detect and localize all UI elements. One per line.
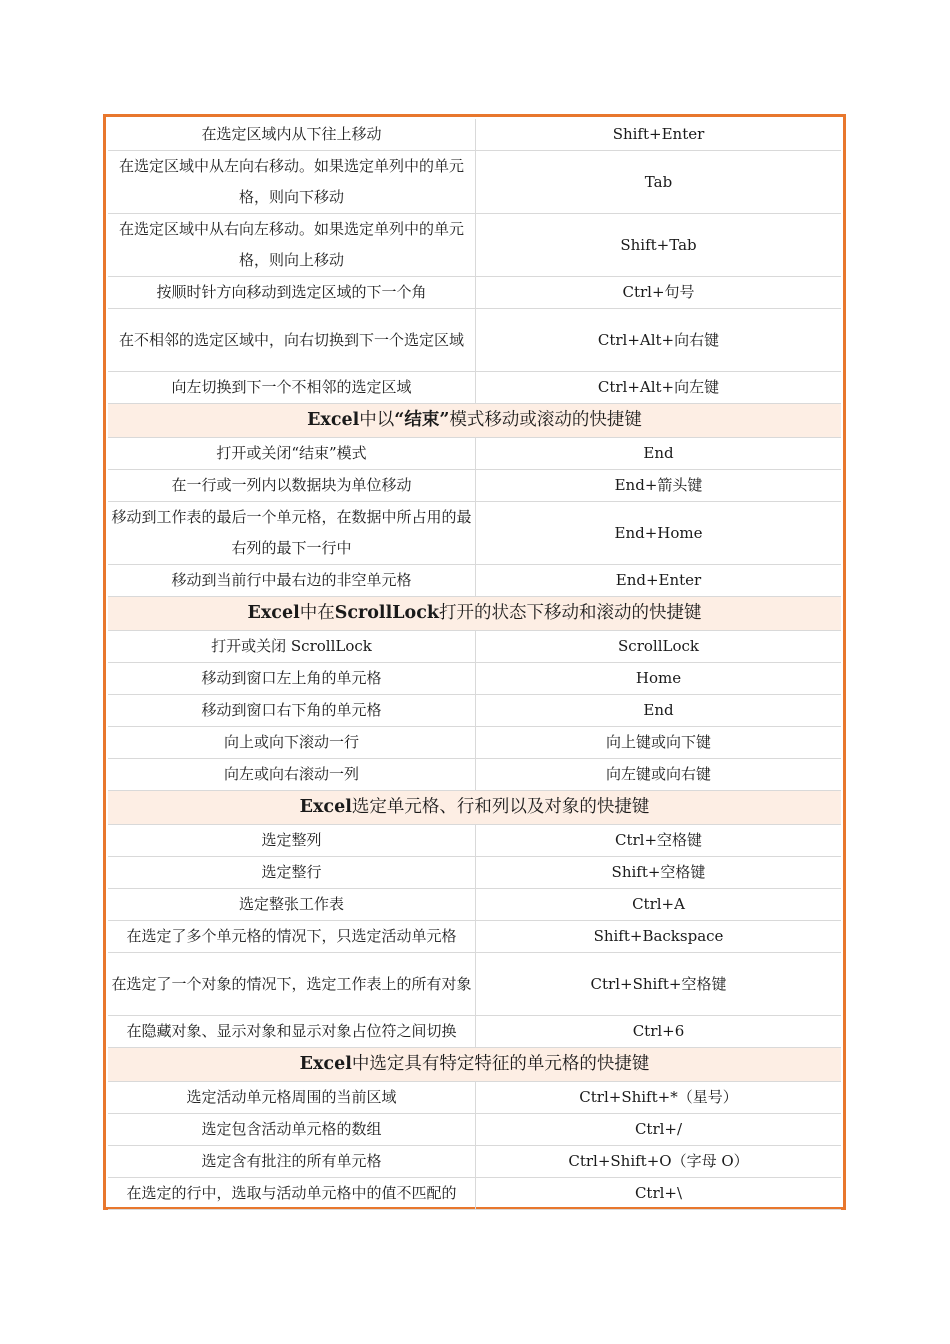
table-row: [108, 631, 841, 663]
section-header-row: [108, 1048, 841, 1082]
shortcut-cell: Ctrl+Shift+O（字母 O）: [568, 1152, 749, 1170]
table-row: [108, 438, 841, 470]
action-cell: 在不相邻的选定区域中，向右切换到下一个选定区域: [108, 309, 476, 371]
shortcut-cell: Ctrl+6: [632, 1022, 685, 1040]
action-cell: 向上或向下滚动一行: [108, 727, 476, 758]
shortcut-cell: 向左键或向右键: [605, 765, 711, 783]
action-cell: 在选定的行中，选取与活动单元格中的值不匹配的: [108, 1178, 476, 1209]
shortcut-cell: Tab: [644, 172, 673, 191]
table-row: [108, 1082, 841, 1114]
section-header: [108, 404, 841, 437]
section-header-part: 模式移动或滚动的快捷键: [449, 410, 642, 430]
table-row: [108, 277, 841, 309]
table-row: [108, 372, 841, 404]
shortcut-cell: End+Home: [614, 523, 703, 542]
section-header-part: 打开的状态下移动和滚动的快捷键: [438, 603, 702, 623]
shortcut-table-rows: [108, 119, 841, 1210]
table-row: [108, 663, 841, 695]
shortcut-cell: Ctrl+空格键: [614, 831, 703, 849]
table-row: [108, 759, 841, 791]
shortcut-cell: Ctrl+Shift+空格键: [590, 974, 727, 993]
table-row: [108, 889, 841, 921]
shortcut-cell: Ctrl+Shift+*（星号）: [579, 1088, 738, 1106]
action-cell: 按顺时针方向移动到选定区域的下一个角: [108, 277, 476, 308]
action-cell: 移动到窗口右下角的单元格: [108, 695, 476, 726]
section-header-part: “结束”: [394, 410, 450, 430]
table-row: [108, 1146, 841, 1178]
action-cell: 打开或关闭“结束”模式: [108, 438, 476, 469]
table-row: [108, 921, 841, 953]
shortcut-cell: Shift+Backspace: [593, 927, 724, 945]
table-row: [108, 825, 841, 857]
table-row: [108, 1114, 841, 1146]
action-cell: 向左或向右滚动一列: [108, 759, 476, 790]
shortcut-cell: Ctrl+句号: [622, 283, 695, 301]
section-header: [108, 597, 841, 630]
shortcut-cell: 向上键或向下键: [605, 733, 711, 751]
section-header-row: [108, 597, 841, 631]
action-cell: 移动到当前行中最右边的非空单元格: [108, 565, 476, 596]
action-cell: 选定含有批注的所有单元格: [108, 1146, 476, 1177]
shortcut-cell: End: [643, 701, 674, 719]
table-row: [108, 502, 841, 565]
action-cell: 在隐藏对象、显示对象和显示对象占位符之间切换: [108, 1016, 476, 1047]
shortcut-cell: End+Enter: [615, 571, 702, 589]
section-header: [108, 791, 841, 824]
section-header-part: Excel: [307, 410, 360, 430]
table-row: [108, 214, 841, 277]
action-cell: 打开或关闭 ScrollLock: [108, 631, 476, 662]
section-header-part: 中选定具有特定特征的单元格的快捷键: [351, 1054, 650, 1074]
table-row: [108, 727, 841, 759]
section-header-part: Excel: [247, 603, 300, 623]
table-row: [108, 695, 841, 727]
shortcut-cell: Ctrl+Alt+向左键: [597, 378, 720, 396]
table-row: [108, 309, 841, 372]
table-row: [108, 151, 841, 214]
table-row: [108, 1178, 841, 1210]
table-row: [108, 857, 841, 889]
action-cell: 移动到工作表的最后一个单元格，在数据中所占用的最右列的最下一行中: [108, 502, 476, 564]
section-header: [108, 1048, 841, 1081]
table-row: [108, 119, 841, 151]
action-cell: 选定活动单元格周围的当前区域: [108, 1082, 476, 1113]
section-header-part: ScrollLock: [334, 603, 439, 623]
action-cell: 选定整张工作表: [108, 889, 476, 920]
action-cell: 在选定区域内从下往上移动: [108, 119, 476, 150]
shortcut-cell: Ctrl+/: [634, 1120, 683, 1138]
section-header-part: Excel: [299, 797, 352, 817]
shortcut-cell: Shift+空格键: [611, 863, 706, 881]
section-header-part: 选定单元格、行和列以及对象的快捷键: [351, 797, 650, 817]
table-row: [108, 565, 841, 597]
shortcut-cell: End+箭头键: [614, 476, 703, 494]
shortcut-cell: Ctrl+\: [634, 1184, 683, 1202]
action-cell: 在选定了多个单元格的情况下，只选定活动单元格: [108, 921, 476, 952]
shortcut-cell: End: [643, 444, 674, 462]
section-header-part: Excel: [299, 1054, 352, 1074]
action-cell: 在一行或一列内以数据块为单位移动: [108, 470, 476, 501]
shortcut-table: [103, 114, 846, 1210]
shortcut-cell: Shift+Tab: [620, 235, 697, 254]
section-header-part: 中以: [359, 410, 395, 430]
action-cell: 在选定区域中从左向右移动。如果选定单列中的单元格，则向下移动: [108, 151, 476, 213]
section-header-row: [108, 404, 841, 438]
action-cell: 选定整行: [108, 857, 476, 888]
table-row: [108, 953, 841, 1016]
shortcut-cell: Ctrl+A: [632, 895, 685, 913]
table-row: [108, 1016, 841, 1048]
action-cell: 选定整列: [108, 825, 476, 856]
section-header-part: 中在: [299, 603, 335, 623]
shortcut-cell: Ctrl+Alt+向右键: [597, 330, 720, 349]
action-cell: 在选定了一个对象的情况下，选定工作表上的所有对象: [108, 953, 476, 1015]
action-cell: 选定包含活动单元格的数组: [108, 1114, 476, 1145]
section-header-row: [108, 791, 841, 825]
action-cell: 向左切换到下一个不相邻的选定区域: [108, 372, 476, 403]
shortcut-cell: Home: [635, 669, 682, 687]
shortcut-cell: ScrollLock: [618, 637, 699, 655]
action-cell: 移动到窗口左上角的单元格: [108, 663, 476, 694]
shortcut-cell: Shift+Enter: [612, 125, 705, 143]
table-row: [108, 470, 841, 502]
action-cell: 在选定区域中从右向左移动。如果选定单列中的单元格，则向上移动: [108, 214, 476, 276]
